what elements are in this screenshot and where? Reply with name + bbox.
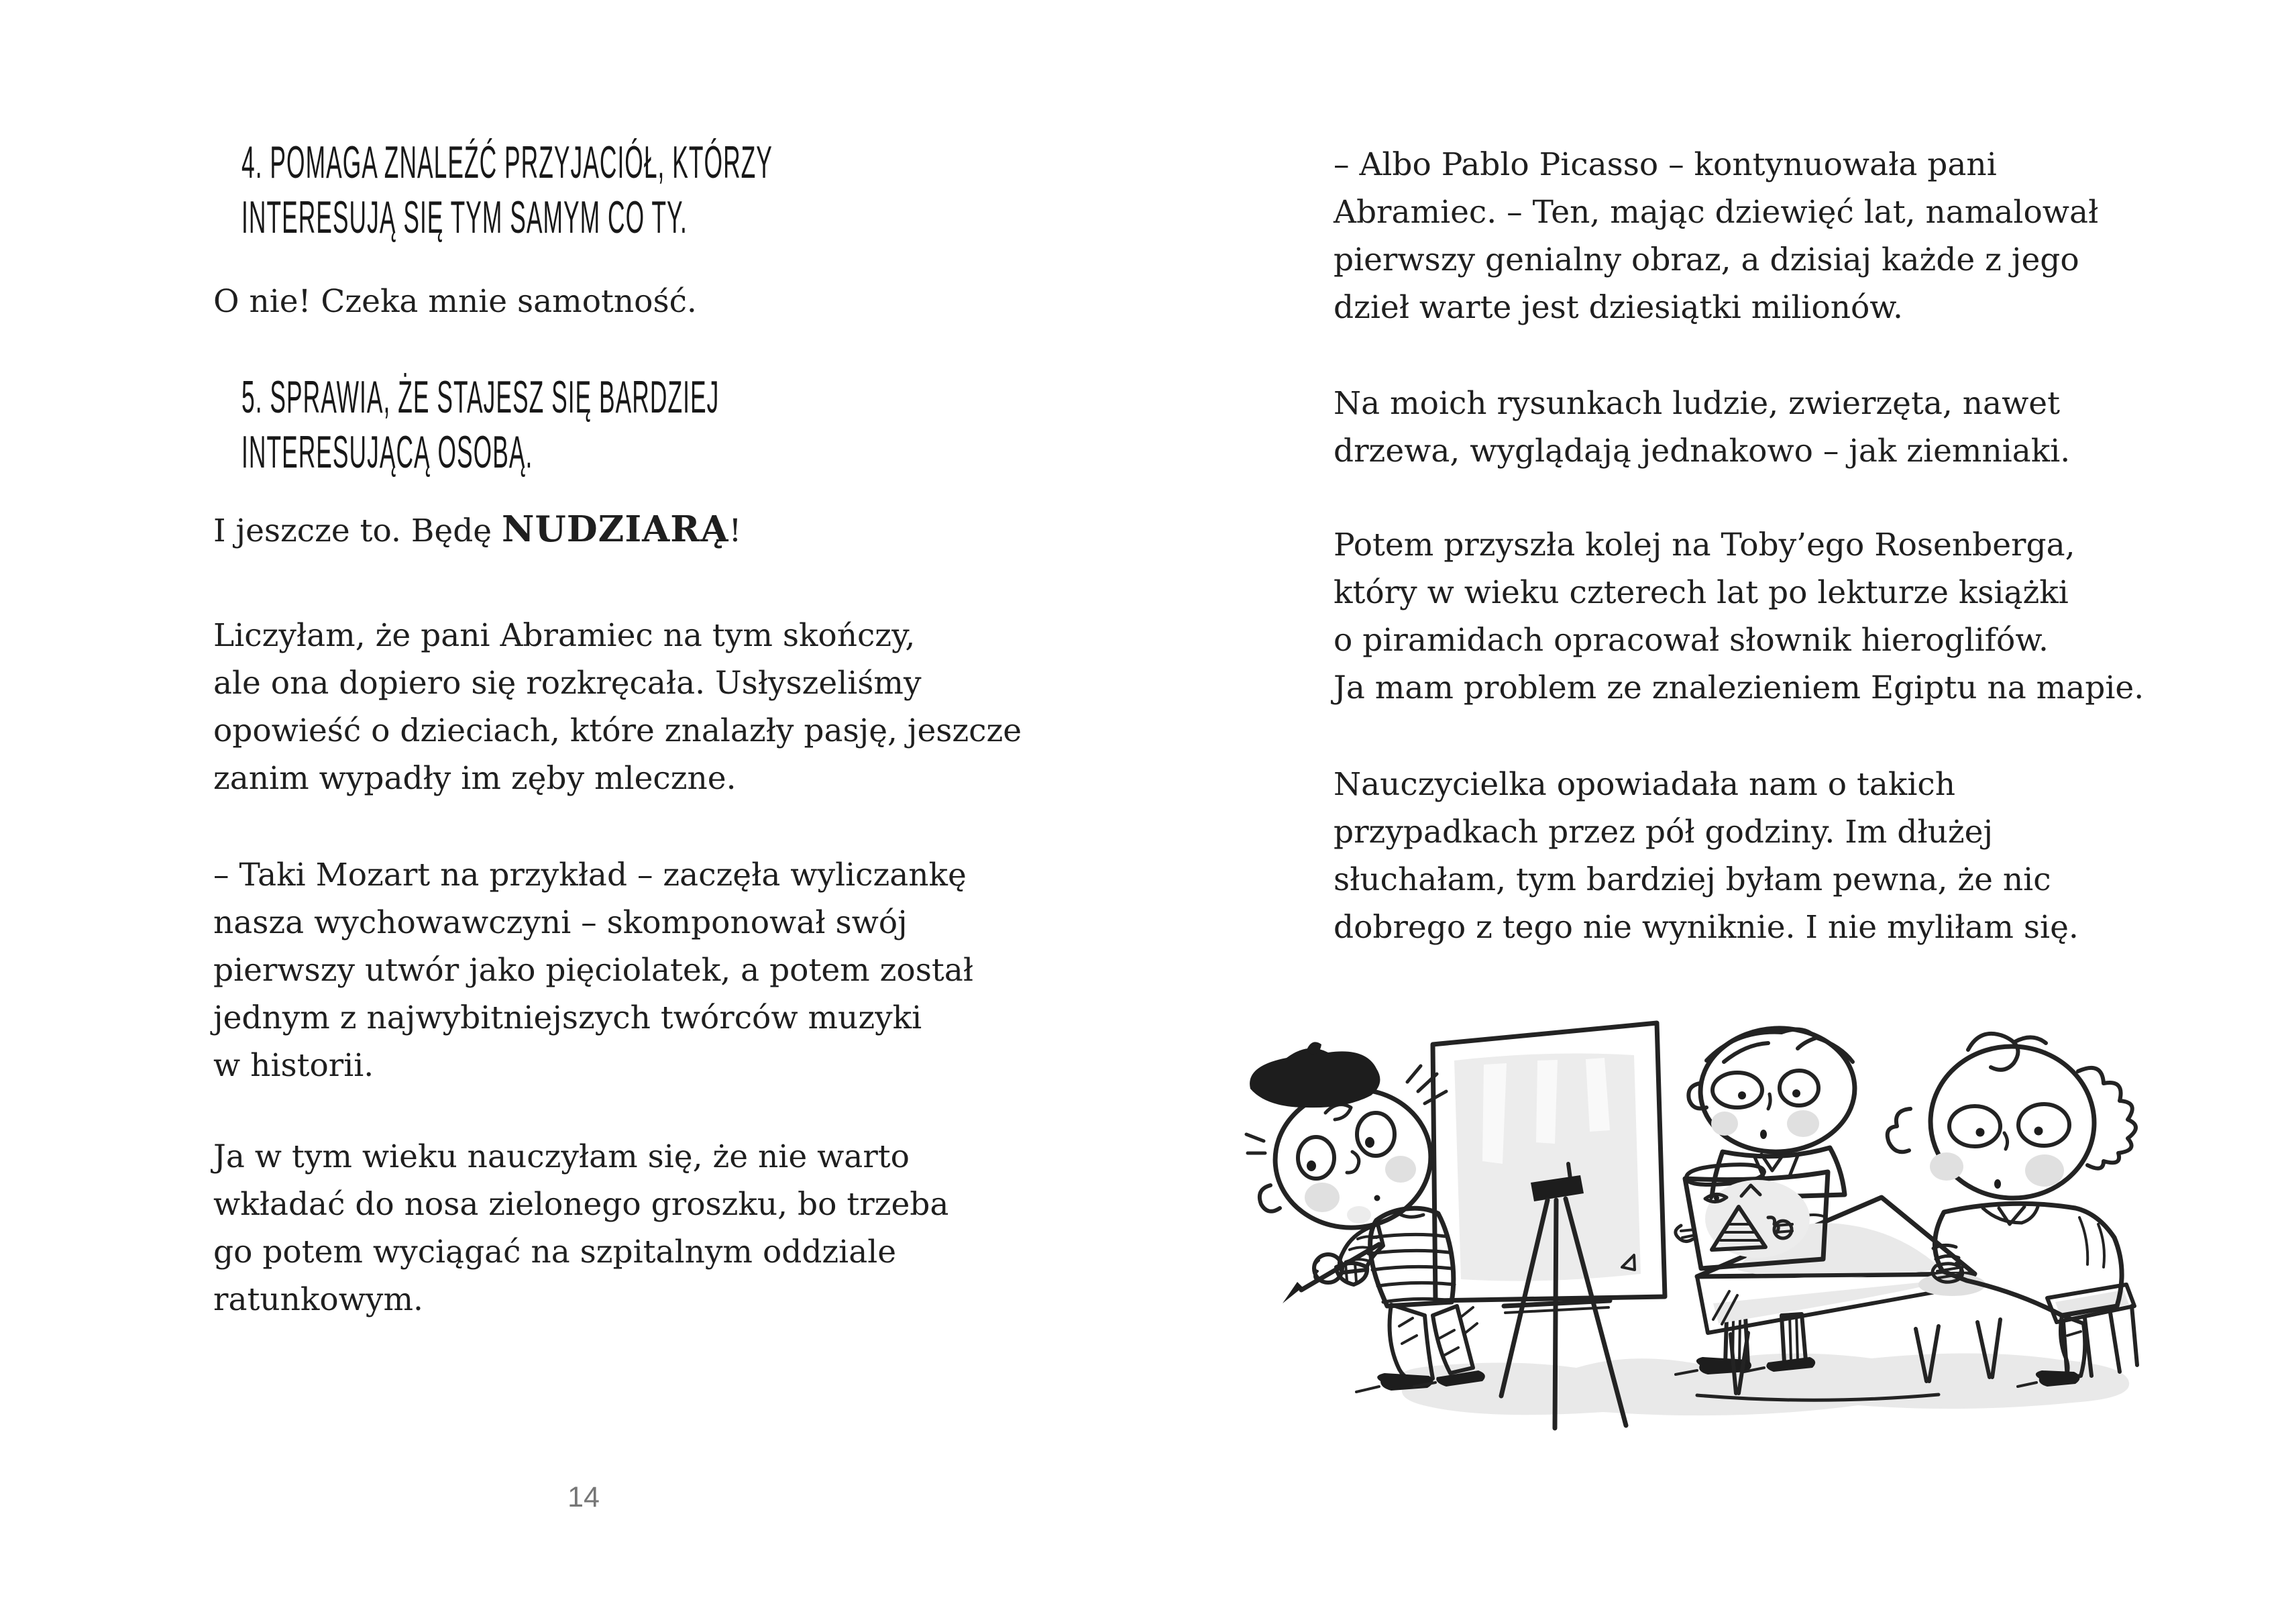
text-line: – Albo Pablo Picasso – kontynuowała pani — [1334, 146, 1997, 183]
text-line: Potem przyszła kolej na Toby’ego Rosenberga, — [1334, 527, 2075, 563]
paragraph — [1334, 761, 2079, 951]
text-line — [213, 506, 741, 555]
ear — [1260, 1185, 1280, 1211]
blush — [1305, 1183, 1340, 1212]
paragraph — [213, 612, 1022, 802]
text-line: O nie! Czeka mnie samotność. — [213, 283, 697, 320]
text-line: Ja w tym wieku nauczyłam się, że nie warto — [213, 1138, 910, 1175]
text-line: dzieł warte jest dziesiątki milionów. — [1334, 289, 1903, 326]
paragraph — [1334, 141, 2098, 331]
text-line: jednym z najwybitniejszych twórców muzyki — [213, 999, 922, 1036]
eye — [1780, 1071, 1818, 1105]
blush — [1787, 1110, 1819, 1137]
emphasized-word: NUDZIARĄ — [502, 508, 729, 550]
text-line: Liczyłam, że pani Abramiec na tym skończy, — [213, 617, 916, 654]
text-line: INTERESUJĄCĄ OSOBĄ. — [241, 427, 533, 478]
ear-curl — [1888, 1109, 1910, 1152]
nose — [1768, 1094, 1770, 1109]
text-line: zanim wypadły im zęby mleczne. — [213, 760, 737, 797]
list-item-5-heading — [241, 370, 1160, 480]
eye — [1298, 1137, 1334, 1179]
text-run: ! — [728, 512, 742, 549]
text-line: o piramidach opracował słownik hieroglifów. — [1334, 622, 2049, 659]
illustration-children-drawing — [1228, 1003, 2140, 1539]
blush — [1711, 1112, 1738, 1136]
text-line: pierwszy utwór jako pięciolatek, a potem został — [213, 952, 973, 989]
text-run: I jeszcze to. Będę — [213, 512, 502, 549]
eye — [1949, 1106, 2000, 1146]
shoe — [1377, 1373, 1433, 1391]
blush — [1930, 1152, 1963, 1181]
list-item-4-heading — [241, 135, 1263, 245]
blush — [2025, 1154, 2064, 1187]
easel-canvas — [1433, 1023, 1665, 1301]
interjection-paragraph — [213, 278, 697, 325]
text-line: który w wieku czterech lat po lekturze książki — [1334, 574, 2069, 611]
text-line: – Taki Mozart na przykład – zaczęła wyliczankę — [213, 857, 967, 894]
leg — [1433, 1306, 1473, 1373]
eye — [2018, 1104, 2069, 1146]
page-number: 14 — [567, 1481, 600, 1513]
text-line: opowieść o dzieciach, które znalazły pasję, jeszcze — [213, 712, 1022, 749]
text-line: dobrego z tego nie wyniknie. I nie myliłam się. — [1334, 909, 2079, 946]
text-line: ale ona dopiero się rozkręcała. Usłyszeliśmy — [213, 665, 922, 702]
hair — [1706, 1030, 1853, 1063]
text-line: Na moich rysunkach ludzie, zwierzęta, nawet — [1334, 385, 2060, 422]
paragraph — [1334, 521, 2144, 712]
mouth — [1994, 1179, 2001, 1189]
text-line: Ja mam problem ze znalezieniem Egiptu na mapie. — [1334, 669, 2144, 706]
mouth — [1374, 1195, 1380, 1201]
text-line: nasza wychowawczyni – skomponował swój — [213, 904, 908, 941]
paragraph — [1334, 380, 2070, 475]
beret — [1250, 1048, 1380, 1108]
curly-haired-child — [1888, 1034, 2136, 1387]
paragraph — [213, 851, 973, 1089]
text-line: INTERESUJĄ SIĘ TYM SAMYM CO TY. — [241, 192, 688, 243]
mouth — [1760, 1130, 1767, 1139]
text-line: pierwszy genialny obraz, a dzisiaj każde z jego — [1334, 241, 2079, 278]
text-line: słuchałam, tym bardziej byłam pewna, że nic — [1334, 861, 2051, 898]
blush — [1385, 1156, 1416, 1183]
paragraph — [213, 1133, 948, 1323]
text-line: Abramiec. – Ten, mając dziewięć lat, namalował — [1334, 194, 2099, 231]
nose — [2004, 1133, 2008, 1149]
text-line: 4. POMAGA ZNALEŹĆ PRZYJACIÓŁ, KTÓRZY — [241, 137, 773, 188]
painter-boy — [1246, 1042, 1485, 1392]
text-line: ratunkowym. — [213, 1281, 423, 1318]
eye — [1357, 1113, 1395, 1156]
text-line: Nauczycielka opowiadała nam o takich — [1334, 766, 1956, 803]
interjection-paragraph — [213, 506, 741, 555]
nose — [1347, 1152, 1359, 1173]
text-line: wkładać do nosa zielonego groszku, bo trzeba — [213, 1186, 949, 1223]
hand — [1676, 1226, 1693, 1242]
text-line: 5. SPRAWIA, ŻE STAJESZ SIĘ BARDZIEJ — [241, 372, 720, 423]
text-line: go potem wyciągać na szpitalnym oddziale — [213, 1234, 897, 1270]
text-line: drzewa, wyglądają jednakowo – jak ziemniaki. — [1334, 433, 2071, 470]
eye — [1713, 1073, 1762, 1107]
text-line: przypadkach przez pół godziny. Im dłużej — [1334, 814, 1994, 851]
text-line: w historii. — [213, 1047, 374, 1084]
